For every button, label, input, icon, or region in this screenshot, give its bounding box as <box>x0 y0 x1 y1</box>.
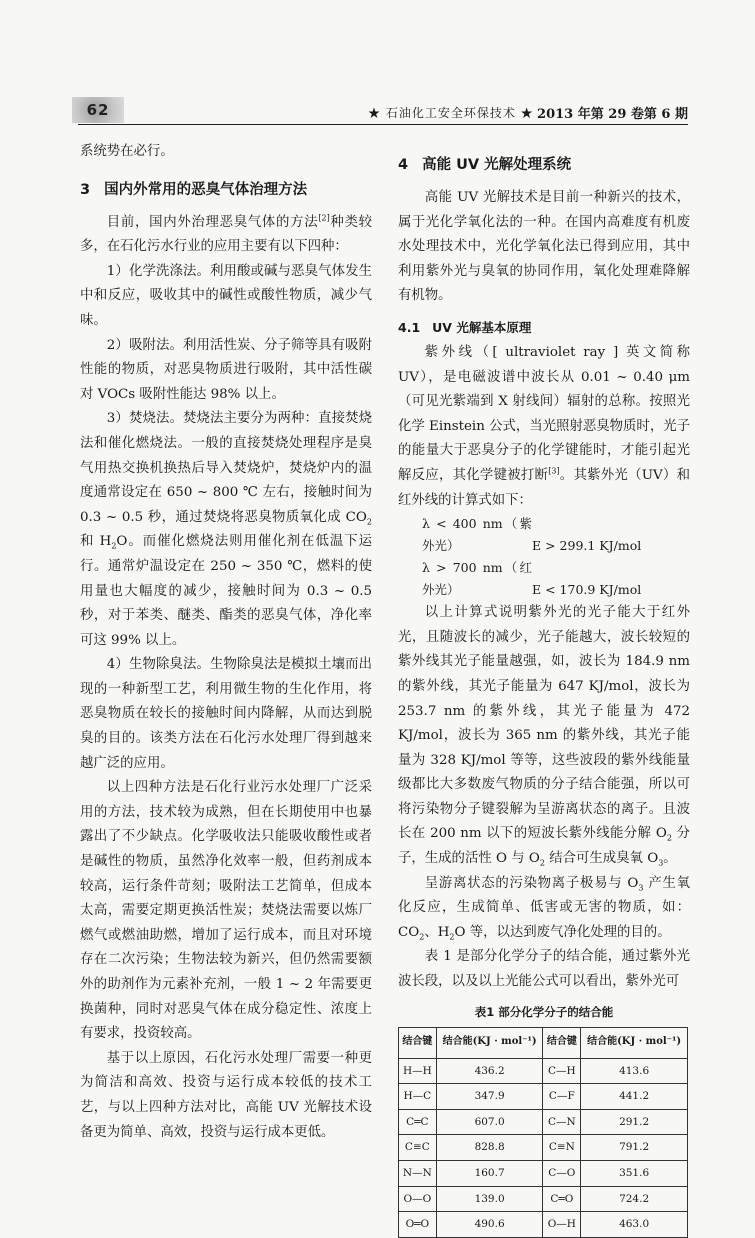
energy-cell: 463.0 <box>581 1212 688 1238</box>
bond-cell: C—O <box>543 1161 581 1187</box>
energy-cell: 791.2 <box>581 1135 688 1161</box>
bond-cell: N—N <box>399 1161 437 1187</box>
energy-cell: 441.2 <box>581 1084 688 1110</box>
paragraph-biological: 4）生物除臭法。生物除臭法是模拟土壤而出现的一种新型工艺，利用微生物的生化作用，将恶臭物质在较长的接触时间内降解，从而达到脱臭的目的。该类方法在石化污水处理厂得到越来越广泛的应用。 <box>80 657 372 771</box>
energy-cell: 160.7 <box>436 1161 543 1187</box>
paragraph-adsorption: 2）吸附法。利用活性炭、分子筛等具有吸附性能的物质，对恶臭物质进行吸附，其中活性碳对 VOCs 吸附性能达 98% 以上。 <box>80 337 372 402</box>
column-header: 结合能(KJ · mol⁻¹) <box>581 1027 688 1058</box>
paragraph-conclusion: 基于以上原因，石化污水处理厂需要一种更为简洁和高效、投资与运行成本较低的技术工艺，与以上四种方法对比，高能 UV 光解技术设备更为简单、高效，投资与运行成本更低。 <box>80 1050 372 1140</box>
formula-ir: λ > 700 nm（红外光） E < 170.9 KJ/mol <box>422 560 642 598</box>
issue-info: 2013 年第 29 卷第 6 期 <box>537 107 688 122</box>
paragraph-continued: 系统势在必行。 <box>80 144 174 159</box>
section-4-heading: 4 高能 UV 光解处理系统 <box>398 157 572 173</box>
bond-cell: O—H <box>543 1212 581 1238</box>
column-header: 结合键 <box>399 1027 437 1058</box>
bond-energy-table <box>398 1027 688 1238</box>
energy-cell: 724.2 <box>581 1186 688 1212</box>
bond-cell: C—H <box>543 1058 581 1084</box>
energy-cell: 413.6 <box>581 1058 688 1084</box>
column-header: 结合能(KJ · mol⁻¹) <box>436 1027 543 1058</box>
energy-cell: 607.0 <box>436 1109 543 1135</box>
paragraph-table-intro: 表 1 是部分化学分子的结合能，通过紫外光波长段，以及以上光能公式可以看出，紫外光可 <box>398 949 690 990</box>
paragraph: 高能 UV 光解技术是目前一种新兴的技术，属于光化学氧化法的一种。在国内高难度有机废水处理技术中，光化学氧化法已得到应用，其中利用紫外光与臭氧的协同作用，氧化处理难降解有机物。 <box>398 190 690 304</box>
table-row <box>399 1084 688 1110</box>
bond-cell: C—F <box>543 1084 581 1110</box>
table-row <box>399 1135 688 1161</box>
bond-cell: H—H <box>399 1058 437 1084</box>
energy-cell: 490.6 <box>436 1212 543 1238</box>
subsection-4-1-heading: 4.1 UV 光解基本原理 <box>398 319 532 335</box>
table-row <box>399 1058 688 1084</box>
paragraph-oxidation: 呈游离状态的污染物离子极易与 $O_3$ 产生氧化反应，生成简单、低害或无害的物质，如：$CO_2$、$H_2O$ 等，以达到废气净化处理的目的。 <box>398 875 690 942</box>
table-row <box>399 1161 688 1187</box>
energy-cell: 436.2 <box>436 1058 543 1084</box>
column-header: 结合键 <box>543 1027 581 1058</box>
energy-cell: 347.9 <box>436 1084 543 1110</box>
formula-uv: λ < 400 nm（紫外光） E > 299.1 KJ/mol <box>422 516 642 554</box>
bond-cell: C═O <box>543 1186 581 1212</box>
bond-cell: C≡C <box>399 1135 437 1161</box>
citation: [3] <box>548 466 560 476</box>
table-row <box>399 1212 688 1238</box>
journal-title: ★ 石油化工安全环保技术 ★ <box>368 106 534 120</box>
table-header-row <box>399 1027 688 1058</box>
header-rule <box>78 124 688 125</box>
running-header <box>78 100 688 124</box>
paragraph: 目前，国内外治理恶臭气体的方法[2]种类较多，在石化污水行业的应用主要有以下四种： <box>80 213 373 255</box>
right-column <box>398 140 690 1238</box>
paragraph-photon-energy: 以上计算式说明紫外光的光子能大于红外光，且随波长的减少，光子能越大，波长较短的紫外线其光子能量越强，如，波长为 184.9 nm 的紫外线，其光子能量为 647 KJ/mol，波长为 253.7 nm 的紫外线，其光子能量为 472 KJ/mol，波长为 365 nm 的紫外线，其光子能量为 328 KJ/mol 等等，这些波段的紫外线能量级都比大多数废气物质的分子结合能强，所以可将污染物分子键裂解为呈游离状态的离子。且波长在 200 nm 以下的短波长紫外线能分解 $O_2$ 分子，生成的活性 O 与 $O_2$ 结合可生成臭氧 $O_3$。 <box>398 605 690 868</box>
energy-cell: 291.2 <box>581 1109 688 1135</box>
page-number: 62 <box>72 97 124 123</box>
bond-cell: C═C <box>399 1109 437 1135</box>
bond-cell: H—C <box>399 1084 437 1110</box>
bond-cell: O═O <box>399 1212 437 1238</box>
paragraph-chemical-washing: 1）化学洗涤法。利用酸或碱与恶臭气体发生中和反应，吸收其中的碱性或酸性物质，减少气味。 <box>80 263 372 328</box>
citation: [2] <box>318 213 330 223</box>
paragraph-comparison: 以上四种方法是石化行业污水处理厂广泛采用的方法，技术较为成熟，但在长期使用中也暴露出了不少缺点。化学吸收法只能吸收酸性或者是碱性的物质，虽然净化效率一般，但药剂成本较高，运行条件苛刻；吸附法工艺简单，但成本太高，需要定期更换活性炭；焚烧法需要以炼厂燃气或燃油助燃，增加了运行成本，而且对环境存在二次污染；生物法较为新兴，但仍然需要额外的助剂作为元素补充剂，一般 1 ~ 2 年需要更换菌种，同时对恶臭气体在成分稳定性、浓度上有要求，投资较高。 <box>80 780 372 1042</box>
energy-cell: 139.0 <box>436 1186 543 1212</box>
table-row <box>399 1109 688 1135</box>
table-caption: 表1 部分化学分子的结合能 <box>474 1004 614 1019</box>
section-3-heading: 3 国内外常用的恶臭气体治理方法 <box>80 181 308 198</box>
left-column <box>80 140 372 1145</box>
energy-cell: 828.8 <box>436 1135 543 1161</box>
paragraph-uv-definition: 紫外线（[ ultraviolet ray ] 英文简称 UV），是电磁波谱中波长从 0.01 ~ 0.40 μm（可见光紫端到 X 射线间）辐射的总称。按照光化学 Einstein 公式，当光照射恶臭物质时，光子的能量大于恶臭分子的化学键能时，才能引起光解反应，其化学键被打断[3]。其紫外光（UV）和红外线的计算式如下： <box>398 344 690 508</box>
paragraph-incineration: 3）焚烧法。焚烧法主要分为两种：直接焚烧法和催化燃烧法。一般的直接焚烧处理程序是臭气用热交换机换热后导入焚烧炉，焚烧炉内的温度通常设定在 650 ~ 800 ℃ 左右，接触时间为 0.3 ~ 0.5 秒，通过焚烧将恶臭物质氧化成 $CO_2$ 和 $H_2O$。而催化燃烧法则用催化剂在低温下运行。通常炉温设定在 250 ~ 350 ℃，燃料的使用量也大幅度的减少，接触时间为 0.3 ~ 0.5 秒，对于苯类、醚类、酯类的恶臭气体，净化率可这 99% 以上。 <box>80 411 372 648</box>
bond-cell: C≡N <box>543 1135 581 1161</box>
table-row <box>399 1186 688 1212</box>
bond-cell: O—O <box>399 1186 437 1212</box>
energy-cell: 351.6 <box>581 1161 688 1187</box>
bond-cell: C—N <box>543 1109 581 1135</box>
